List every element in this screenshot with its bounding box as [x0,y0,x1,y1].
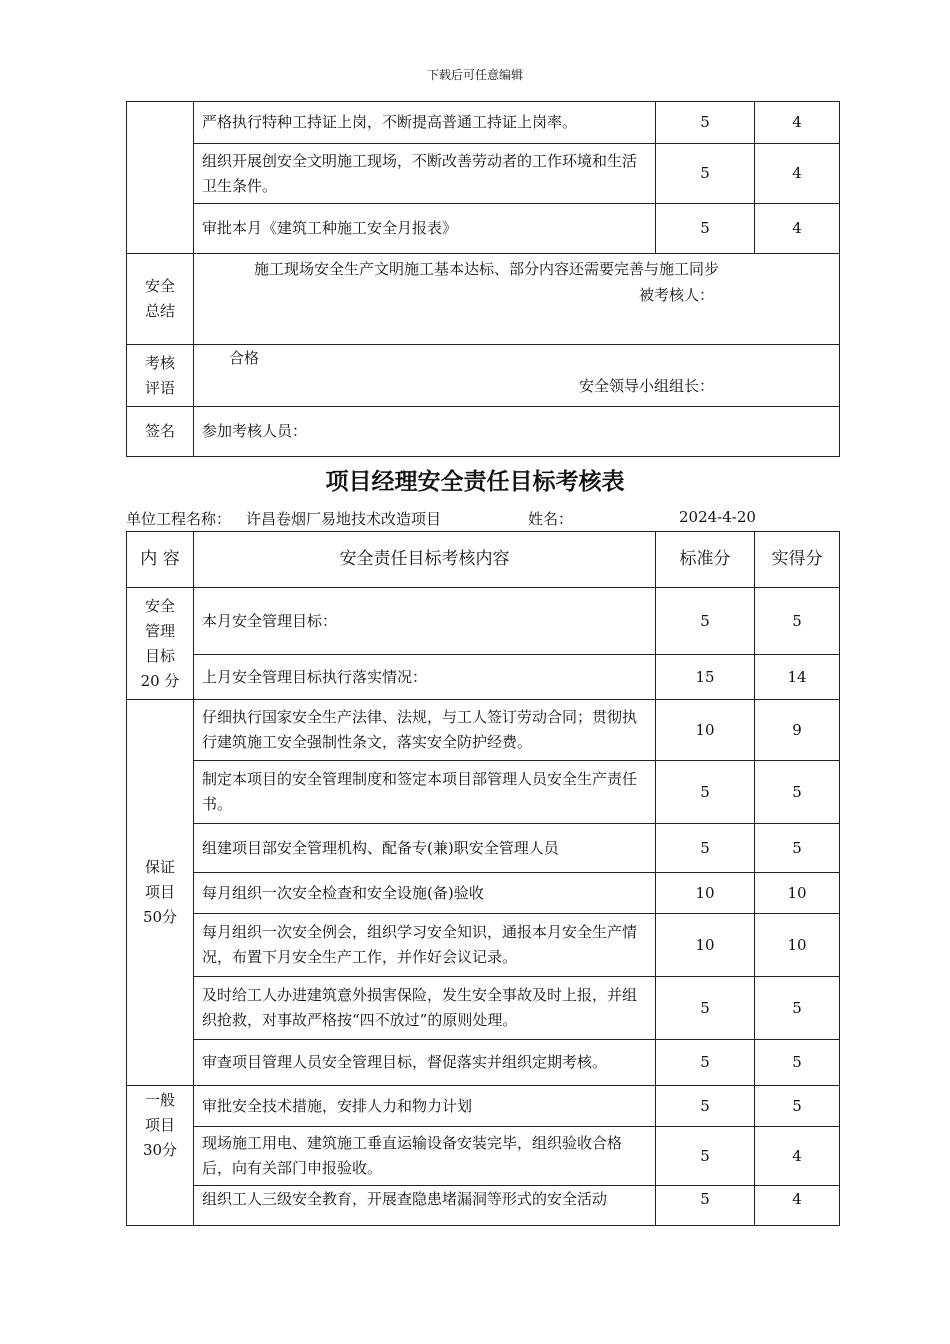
table-row [127,144,840,204]
comment-cell [194,345,840,407]
signature-label: 签名 [127,407,194,457]
header-note: 下载后可任意编辑 [426,68,523,82]
standard-score: 5 [656,102,755,144]
table-row [127,1040,840,1086]
standard-score: 5 [656,1086,755,1127]
category-cell: 安全 管理 目标 20 分 [127,588,194,700]
table-row [127,1127,840,1186]
summary-cell [194,254,840,345]
summary-text: 施工现场安全生产文明施工基本达标、部分内容还需要完善与施工同步 [254,260,720,278]
assessment-content: 组建项目部安全管理机构、配备专(兼)职安全管理人员 [194,824,656,873]
standard-score: 5 [656,1127,755,1186]
assessment-content: 及时给工人办进建筑意外损害保险，发生安全事故及时上报，并组织抢救，对事故严格按“四不放过”的原则处理。 [194,977,656,1040]
table-row [127,761,840,824]
header-actual: 实得分 [755,532,840,588]
assessment-content-cell [194,1186,656,1226]
standard-score: 5 [656,977,755,1040]
table-row [127,655,840,700]
assessment-content: 审批本月《建筑工种施工安全月报表》 [194,204,656,254]
project-label: 单位工程名称： [126,510,232,528]
assessment-table [126,531,840,1226]
table-row [127,700,840,761]
date: 2024-4-20 [679,508,756,526]
assessee-signature-label: 被考核人： [638,286,714,304]
actual-score: 5 [755,1086,840,1127]
assessment-content: 本月安全管理目标： [194,588,656,655]
standard-score: 5 [656,1040,755,1086]
table-row [127,873,840,914]
assessment-content: 现场施工用电、建筑施工垂直运输设备安装完毕，组织验收合格后，向有关部门申报验收。 [194,1127,656,1186]
safety-leader-signature-label: 安全领导小组组长： [578,377,714,395]
table-row [127,102,840,144]
project-info [126,508,839,530]
summary-label: 安全 总结 [127,254,194,345]
actual-score: 5 [755,588,840,655]
table-row [127,1086,840,1127]
category-cell: 一般 项目 30分 [127,1086,194,1226]
standard-score: 5 [656,204,755,254]
standard-score: 10 [656,700,755,761]
assessment-content: 组织工人三级安全教育，开展查隐患堵漏洞等形式的安全活动 [202,1190,608,1208]
table-row [127,914,840,977]
standard-score: 5 [656,824,755,873]
actual-score: 5 [755,761,840,824]
assessment-content: 制定本项目的安全管理制度和签定本项目部管理人员安全生产责任书。 [194,761,656,824]
signature-row [127,407,840,457]
standard-score: 10 [656,873,755,914]
assessment-content: 严格执行特种工持证上岗，不断提高普通工持证上岗率。 [194,102,656,144]
actual-score: 4 [755,1186,840,1226]
actual-score: 5 [755,1040,840,1086]
assessment-content: 每月组织一次安全检查和安全设施(备)验收 [194,873,656,914]
actual-score: 5 [755,824,840,873]
continued-assessment-table [126,101,840,457]
assessment-content: 每月组织一次安全例会，组织学习安全知识，通报本月安全生产情况，布置下月安全生产工作，并作好会议记录。 [194,914,656,977]
category-cell: 保证 项目 50分 [127,700,194,1086]
actual-score: 4 [755,1127,840,1186]
assessment-content: 审查项目管理人员安全管理目标，督促落实并组织定期考核。 [194,1040,656,1086]
table-row [127,977,840,1040]
page-title: 项目经理安全责任目标考核表 [325,469,625,495]
standard-score: 15 [656,655,755,700]
table-row [127,824,840,873]
standard-score: 5 [656,761,755,824]
actual-score: 4 [755,102,840,144]
table-header-row [127,532,840,588]
actual-score: 4 [755,144,840,204]
assessment-content: 上月安全管理目标执行落实情况： [194,655,656,700]
assessment-content: 组织开展创安全文明施工现场，不断改善劳动者的工作环境和生活卫生条件。 [194,144,656,204]
actual-score: 4 [755,204,840,254]
comment-label: 考核 评语 [127,345,194,407]
standard-score: 5 [656,588,755,655]
table-row [127,1186,840,1226]
actual-score: 5 [755,977,840,1040]
standard-score: 5 [656,1186,755,1226]
standard-score: 5 [656,144,755,204]
header-standard: 标准分 [656,532,755,588]
actual-score: 9 [755,700,840,761]
summary-row [127,254,840,345]
actual-score: 10 [755,914,840,977]
signature-text: 参加考核人员： [194,407,840,457]
comment-row [127,345,840,407]
actual-score: 14 [755,655,840,700]
assessment-content: 审批安全技术措施，安排人力和物力计划 [194,1086,656,1127]
header-content: 安全责任目标考核内容 [194,532,656,588]
actual-score: 10 [755,873,840,914]
standard-score: 10 [656,914,755,977]
header-category: 内 容 [127,532,194,588]
name-label: 姓名： [528,510,574,528]
assessment-content: 仔细执行国家安全生产法律、法规，与工人签订劳动合同；贯彻执行建筑施工安全强制性条文，落实安全防护经费。 [194,700,656,761]
comment-text: 合格 [229,349,260,367]
table-row [127,204,840,254]
table-row [127,588,840,655]
project-name: 许昌卷烟厂易地技术改造项目 [246,510,442,528]
category-cell [127,102,194,254]
